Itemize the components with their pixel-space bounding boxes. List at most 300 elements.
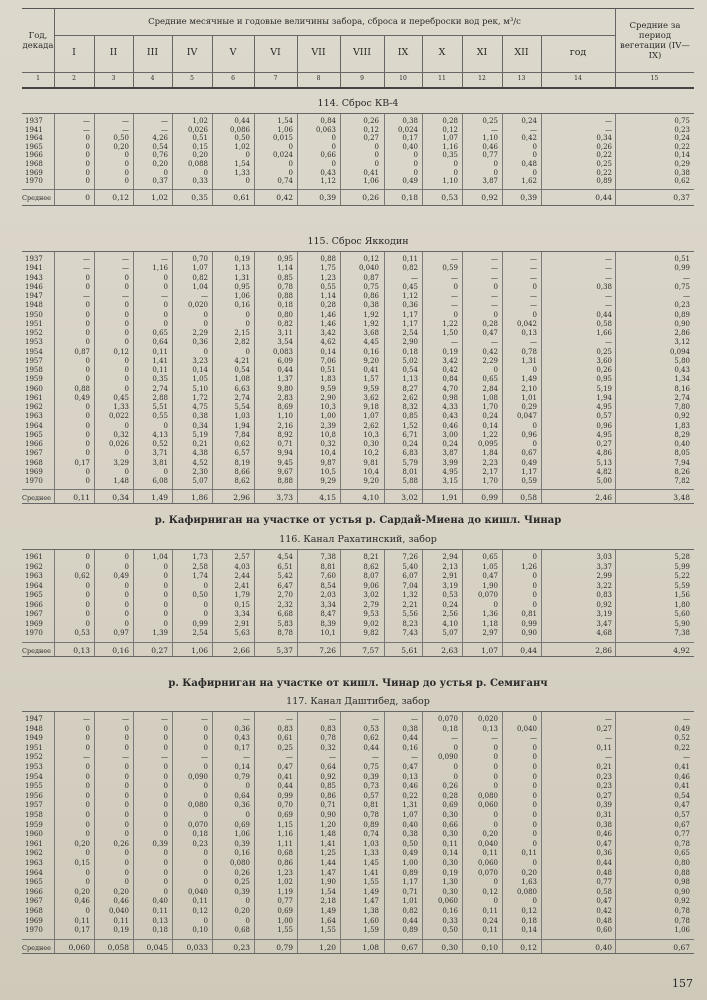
header-column-number: 11 (438, 75, 446, 82)
table-cell: 0,24 (521, 117, 537, 125)
table-cell: 9,82 (363, 629, 379, 637)
table-cell: — (530, 734, 537, 743)
table-cell: 0,89 (674, 310, 690, 319)
table-cell: 2,97 (482, 629, 498, 637)
table-cell: 0 (124, 878, 129, 887)
table-cell: 7,80 (674, 403, 690, 411)
table-cell: 0,047 (516, 412, 537, 421)
table-cell: 0,81 (363, 801, 379, 810)
table-cell: 0 (85, 168, 90, 177)
table-cell: 2,23 (482, 458, 498, 467)
table-cell: 0 (493, 878, 498, 887)
table-cell: 5,54 (234, 403, 250, 411)
table-cell: 0,19 (442, 868, 458, 877)
table-cell: 0 (85, 581, 90, 590)
table-cell: 0 (203, 849, 208, 858)
table-cell: — (491, 125, 498, 134)
table-row (22, 394, 694, 402)
table-cell: 1,90 (320, 878, 336, 887)
table-cell: 0 (245, 897, 250, 906)
table-cell: 0 (532, 440, 537, 448)
table-cell: 1,46 (320, 310, 336, 319)
table-cell: 0,51 (674, 255, 690, 263)
table-cell: 0 (163, 600, 168, 609)
table-cell: 1,25 (320, 849, 336, 858)
table-cell: 0,36 (192, 338, 208, 347)
table-cell: 0,65 (674, 849, 690, 858)
table-cell: 0,69 (277, 811, 293, 819)
table-row (22, 849, 694, 857)
table-cell: 1,75 (320, 264, 336, 273)
table-cell: 1,13 (234, 264, 250, 273)
table-cell: 0,18 (402, 347, 418, 356)
table-cell: 1,92 (363, 310, 379, 319)
table-cell: 0 (532, 151, 537, 160)
table-cell: 0,11 (402, 255, 418, 263)
row-year: 1948 (25, 724, 43, 733)
table-cell: 0 (493, 811, 498, 819)
table-cell: 4,95 (442, 467, 458, 476)
table-cell: 0,24 (442, 600, 458, 609)
table-row (22, 859, 694, 867)
table-cell: 0,11 (482, 926, 498, 935)
table-cell: 0 (163, 562, 168, 571)
table-cell: 0 (124, 177, 129, 186)
table-cell: 0,23 (674, 125, 690, 134)
table-cell: 0 (124, 168, 129, 177)
table-cell: 0,49 (113, 572, 129, 580)
table-cell: 0,78 (363, 811, 379, 819)
table-cell: 0 (85, 477, 90, 485)
table-cell: 4,26 (152, 134, 168, 143)
table-cell: 1,10 (482, 134, 498, 143)
row-year: 1968 (25, 160, 43, 168)
table-cell: 0,79 (234, 772, 250, 781)
row-year: 1956 (25, 791, 43, 800)
table-cell: 0 (493, 820, 498, 829)
header-column-number: 4 (150, 75, 155, 82)
table-cell: 8,92 (277, 430, 293, 439)
table-cell: 1,07 (363, 412, 379, 421)
row-year: 1963 (25, 572, 43, 580)
table-cell: 3,02 (363, 591, 379, 599)
table-cell: 0,083 (272, 347, 293, 356)
table-row (22, 753, 694, 761)
table-cell: 0,89 (402, 868, 418, 877)
table-cell: 0,090 (437, 753, 458, 762)
table-cell: 3,19 (442, 581, 458, 590)
table-cell: 0,39 (152, 839, 168, 848)
table-cell: 6,51 (277, 562, 293, 571)
table-cell: — (683, 753, 690, 762)
average-cell: 1,91 (441, 493, 458, 503)
table-cell: 0,44 (402, 734, 418, 743)
table-cell: 2,16 (277, 421, 293, 430)
table-cell: 0 (124, 772, 129, 781)
table-cell: 3,03 (596, 553, 612, 561)
table-cell: 1,12 (402, 292, 418, 300)
table-row (22, 348, 694, 356)
table-cell: 0 (85, 830, 90, 839)
table-cell: 0 (203, 811, 208, 819)
table-cell: 2,21 (402, 600, 418, 609)
row-year: 1960 (25, 830, 43, 839)
table-cell: 0,23 (674, 301, 690, 310)
table-cell: 0,60 (596, 926, 612, 935)
table-cell: — (161, 117, 168, 125)
table-cell: 0,69 (234, 820, 250, 829)
table-cell: 1,02 (192, 117, 208, 125)
table-cell: 0 (85, 301, 90, 310)
table-cell: 0,20 (74, 839, 90, 848)
table-cell: 0,20 (521, 868, 537, 877)
table-cell: 5,07 (442, 629, 458, 637)
table-cell: 3,23 (192, 356, 208, 365)
table-cell: 0,75 (674, 117, 690, 125)
table-cell: 8,88 (277, 477, 293, 485)
row-year: 1955 (25, 782, 43, 791)
table-cell: — (161, 715, 168, 723)
table-cell: 0,41 (363, 168, 379, 177)
table-cell: 0,78 (674, 916, 690, 925)
row-year: 1959 (25, 375, 43, 384)
table-cell: 0 (124, 338, 129, 347)
table-cell: 8,81 (320, 562, 336, 571)
section-title: 117. Канал Даштибед, забор (286, 696, 430, 707)
header-divider (22, 72, 694, 73)
table-cell: 4,86 (596, 449, 612, 458)
table-cell: 0,12 (363, 255, 379, 263)
row-year: 1947 (25, 292, 43, 300)
table-cell: 9,59 (320, 384, 336, 393)
header-column-number: 10 (399, 75, 407, 82)
table-cell: 3,81 (152, 458, 168, 467)
table-cell: — (372, 715, 379, 723)
table-cell: 8,26 (674, 467, 690, 476)
table-cell: 0 (124, 743, 129, 752)
table-cell: 0 (374, 142, 379, 151)
row-year: 1941 (25, 264, 43, 273)
table-cell: 3,99 (442, 458, 458, 467)
table-cell: 0,27 (596, 724, 612, 733)
table-cell: 0,18 (442, 724, 458, 733)
table-cell: 0 (245, 310, 250, 319)
table-cell: 1,30 (442, 878, 458, 887)
section-title: 114. Сброс КВ-4 (317, 98, 399, 109)
table-cell: 1,94 (234, 421, 250, 430)
table-cell: 0,52 (674, 734, 690, 743)
table-cell: 0,42 (482, 347, 498, 356)
table-cell: 0,024 (397, 125, 418, 134)
table-cell: 0 (163, 282, 168, 291)
table-cell: 0,24 (402, 440, 418, 448)
table-cell: 0,39 (234, 887, 250, 896)
table-cell: 0,24 (442, 440, 458, 448)
table-cell: 1,17 (521, 467, 537, 476)
table-row (22, 338, 694, 346)
table-row (22, 582, 694, 590)
table-cell: 0 (85, 763, 90, 771)
table-cell: — (491, 264, 498, 273)
table-cell: 4,38 (192, 449, 208, 458)
table-cell: 1,18 (482, 619, 498, 628)
table-cell: 9,20 (363, 477, 379, 485)
table-cell: 0,38 (402, 724, 418, 733)
table-cell: 0,64 (234, 791, 250, 800)
table-cell: 1,80 (674, 600, 690, 609)
row-year: 1963 (25, 412, 43, 421)
table-cell: 0,18 (277, 301, 293, 310)
row-year: 1951 (25, 743, 43, 752)
row-year: 1962 (25, 562, 43, 571)
table-cell: 1,06 (234, 292, 250, 300)
table-row (22, 385, 694, 393)
table-cell: 0 (288, 160, 293, 168)
table-cell: 0,080 (229, 859, 250, 867)
table-cell: 0 (493, 897, 498, 906)
table-cell: 1,54 (234, 160, 250, 168)
table-cell: 1,49 (320, 907, 336, 915)
table-cell: 1,55 (277, 926, 293, 935)
table-cell: 1,10 (442, 177, 458, 186)
table-row (22, 375, 694, 383)
table-cell: — (122, 125, 129, 134)
table-cell: 0 (163, 801, 168, 810)
table-cell: 0,33 (192, 177, 208, 186)
table-cell: 0,67 (674, 820, 690, 829)
table-cell: — (605, 301, 612, 310)
table-cell: 1,31 (402, 801, 418, 810)
table-cell: 0,99 (277, 791, 293, 800)
average-cell: 7,57 (362, 645, 379, 655)
table-cell: 9,94 (277, 449, 293, 458)
table-row (22, 734, 694, 742)
table-cell: 5,63 (234, 629, 250, 637)
average-cell: 5,37 (276, 645, 293, 655)
table-cell: 0,43 (234, 734, 250, 743)
table-cell: 0,13 (152, 916, 168, 925)
average-cell: 4,92 (673, 645, 690, 655)
row-year: 1949 (25, 734, 43, 743)
table-cell: 1,08 (482, 393, 498, 402)
table-cell: 5,02 (402, 356, 418, 365)
table-cell: 0,41 (277, 772, 293, 781)
table-cell: 6,68 (277, 610, 293, 618)
table-cell: — (122, 715, 129, 723)
average-cell: 0,61 (233, 192, 250, 202)
table-cell: 0 (245, 916, 250, 925)
table-cell: 0,18 (521, 916, 537, 925)
table-cell: 0 (288, 168, 293, 177)
table-cell: — (286, 715, 293, 723)
table-cell: 0,26 (596, 142, 612, 151)
table-cell: 0 (124, 619, 129, 628)
table-cell: 0,77 (482, 151, 498, 160)
table-row (22, 801, 694, 809)
table-cell: 0 (124, 366, 129, 374)
table-cell: 0 (124, 801, 129, 810)
table-cell: 1,23 (277, 868, 293, 877)
table-cell: 0,063 (315, 125, 336, 134)
table-row (22, 572, 694, 580)
table-cell: 2,62 (363, 421, 379, 430)
average-cell: 0,18 (401, 192, 418, 202)
table-cell: — (530, 338, 537, 347)
table-cell: 0,21 (192, 440, 208, 448)
table-cell: 2,84 (482, 384, 498, 393)
table-cell: 0,58 (596, 319, 612, 328)
table-header (22, 8, 694, 89)
table-cell: 0,57 (674, 811, 690, 819)
table-cell: 3,29 (113, 458, 129, 467)
table-cell: 1,05 (482, 562, 498, 571)
table-cell: 6,57 (234, 449, 250, 458)
table-row (22, 477, 694, 485)
table-cell: 0 (532, 715, 537, 723)
table-cell: 7,60 (320, 572, 336, 580)
table-cell: 0 (85, 177, 90, 186)
table-cell: 0,42 (596, 907, 612, 915)
table-cell: 3,34 (234, 610, 250, 618)
table-cell: 0,25 (277, 743, 293, 752)
table-cell: 0,53 (363, 724, 379, 733)
table-cell: — (605, 715, 612, 723)
table-cell: — (243, 753, 250, 762)
table-cell: 0,094 (669, 347, 690, 356)
table-cell: 2,86 (674, 329, 690, 337)
table-cell: 0 (163, 830, 168, 839)
table-cell: 1,62 (521, 177, 537, 186)
row-year: 1963 (25, 859, 43, 867)
table-cell: — (122, 753, 129, 762)
table-cell: 5,59 (674, 581, 690, 590)
table-cell: — (605, 273, 612, 282)
table-cell: 1,41 (320, 839, 336, 848)
row-year: 1965 (25, 591, 43, 599)
average-label: Среднее (22, 943, 52, 952)
table-cell: — (491, 292, 498, 300)
table-cell: 0,27 (596, 440, 612, 448)
table-cell: 0,78 (674, 907, 690, 915)
table-cell: 0 (85, 801, 90, 810)
data-table (22, 711, 694, 954)
row-year: 1964 (25, 581, 43, 590)
table-cell: 0 (203, 319, 208, 328)
table-cell: — (605, 125, 612, 134)
table-cell: — (451, 292, 458, 300)
table-cell: 2,74 (234, 393, 250, 402)
header-column-number: 2 (72, 75, 76, 82)
table-cell: 0 (453, 763, 458, 771)
table-cell: 6,47 (277, 581, 293, 590)
table-row (22, 126, 694, 134)
table-cell: 0,26 (596, 366, 612, 374)
table-cell: 0,47 (482, 572, 498, 580)
row-year: 1948 (25, 301, 43, 310)
average-cell: 2,66 (233, 645, 250, 655)
table-cell: 1,48 (320, 830, 336, 839)
table-cell: 0 (124, 830, 129, 839)
table-cell: 1,47 (363, 897, 379, 906)
table-cell: 1,00 (320, 412, 336, 421)
table-cell: 0,24 (674, 134, 690, 143)
table-cell: 0,16 (234, 849, 250, 858)
table-cell: — (161, 125, 168, 134)
table-cell: 0,88 (674, 868, 690, 877)
table-cell: — (491, 338, 498, 347)
table-cell: 3,37 (596, 562, 612, 571)
row-year: 1970 (25, 926, 43, 935)
table-cell: 0,42 (521, 134, 537, 143)
table-cell: 0,11 (152, 907, 168, 915)
table-cell: 0 (85, 449, 90, 458)
table-cell: 1,06 (234, 830, 250, 839)
table-cell: 0 (124, 329, 129, 337)
table-cell: 0 (124, 820, 129, 829)
table-cell: 0,61 (277, 734, 293, 743)
table-cell: 0,20 (152, 160, 168, 168)
table-cell: 0,11 (482, 907, 498, 915)
table-cell: 0 (532, 859, 537, 867)
table-cell: 7,04 (402, 581, 418, 590)
table-cell: 0 (163, 849, 168, 858)
average-cell: 0,39 (520, 192, 537, 202)
table-cell: 6,07 (402, 572, 418, 580)
table-cell: 0 (453, 282, 458, 291)
table-cell: 0,66 (442, 820, 458, 829)
table-cell: 5,28 (674, 553, 690, 561)
table-cell: 1,94 (596, 393, 612, 402)
table-cell: 0,11 (152, 366, 168, 374)
table-cell: 0,99 (192, 619, 208, 628)
table-cell: 0 (163, 724, 168, 733)
table-cell: 4,95 (596, 403, 612, 411)
header-month: V (229, 47, 237, 58)
table-cell: 0,78 (674, 839, 690, 848)
header-column-number: 3 (111, 75, 116, 82)
table-cell: 0,98 (442, 393, 458, 402)
table-cell: 0,17 (234, 743, 250, 752)
table-row (22, 830, 694, 838)
table-cell: 0,44 (402, 916, 418, 925)
table-row (22, 301, 694, 309)
table-cell: 0 (124, 310, 129, 319)
table-cell: 0,15 (234, 600, 250, 609)
table-row (22, 821, 694, 829)
table-cell: 0,92 (596, 600, 612, 609)
table-cell: 0,30 (442, 830, 458, 839)
table-cell: 0 (85, 868, 90, 877)
average-cell: 0,35 (191, 192, 208, 202)
table-cell: 0 (85, 319, 90, 328)
table-cell: 1,17 (402, 319, 418, 328)
table-cell: 0,12 (192, 907, 208, 915)
header-month: XI (476, 47, 488, 58)
row-year: 1952 (25, 329, 43, 337)
table-cell: — (329, 715, 336, 723)
table-cell: 0,51 (320, 366, 336, 374)
table-cell: 1,12 (320, 177, 336, 186)
table-cell: 2,56 (442, 610, 458, 618)
table-cell: 0 (124, 553, 129, 561)
table-cell: 0 (124, 849, 129, 858)
table-cell: 0 (532, 421, 537, 430)
table-cell: 0,98 (674, 878, 690, 887)
table-cell: 0 (85, 430, 90, 439)
table-cell: 0 (493, 753, 498, 762)
table-cell: 3,11 (277, 329, 293, 337)
table-cell: 0 (124, 562, 129, 571)
